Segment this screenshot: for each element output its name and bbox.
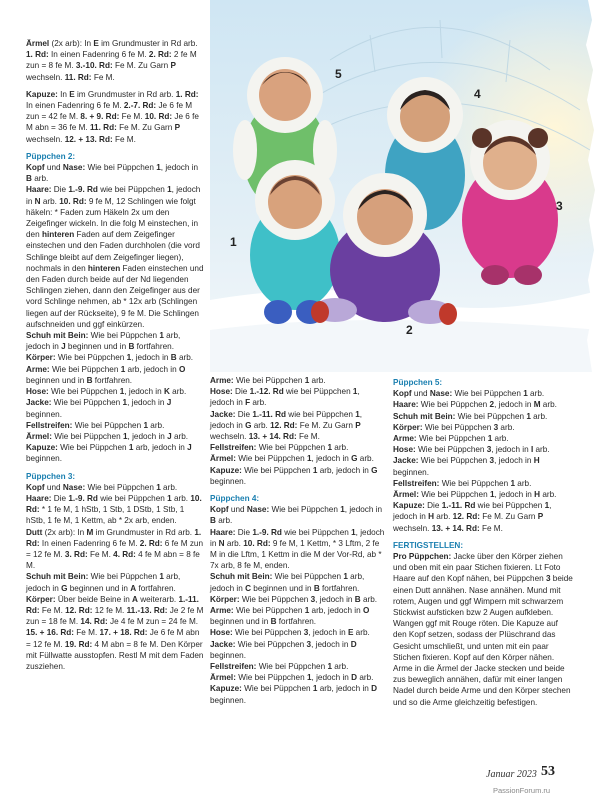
watermark: PassionForum.ru [493,786,551,795]
heading-doll-5: Püppchen 5: [393,378,443,387]
photo-label-5: 5 [335,67,342,81]
crochet-dolls-image [210,0,601,372]
section-doll-3: Kopf und Nase: Wie bei Püppchen 1 arb. Haare: Die 1.-9. Rd wie bei Püppchen 1 arb. 10. Rd: * 1 fe M, 1 hStb, 1 Stb, 1 DStb, 1 Stb, 1 hStb, 1 fe M, 1 Kettm, ab * 2x arb, enden. Dutt (2x arb): In M im Grundmuster in Rd arb. 1. Rd: In einen Fadenring 6 fe M. 2. Rd: 6 fe M zun = 12 fe M. 3. Rd: Fe M. 4. Rd: 4 fe M abn = 8 fe M. Schuh mit Bein: Wie bei Püppchen 1 arb, jedoch in G beginnen und in A fortfahren. Körper: Über beide Beine in A weiterarb. 1.-11. Rd: Fe M. 12. Rd: 12 fe M. 11.-13. Rd: Je 2 fe M zun = 18 fe M. 14. Rd: Je 4 fe M zun = 24 fe M. 15. + 16. Rd: Fe M. 17. + 18. Rd: Je 6 fe M abn = 12 fe M. 19. Rd: 4 M abn = 8 fe M. Den Körper mit Füllwatte ausstopfen. Restl M mit dem Faden zusziehen. [26,482,204,671]
photo-label-2: 2 [406,323,413,337]
paragraph-hood-1: Kapuze: In E im Grundmuster in Rd arb. 1. Rd: In einen Fadenring 6 fe M. 2.-7. Rd: Je 6 fe M zun = 42 fe M. 8. + 9. Rd: Fe M. 10. Rd: Je 6 fe M abn = 36 fe M. 11. Rd: Fe M. Zu Garn P wechseln. 12. + 13. Rd: Fe M. [26,89,199,144]
heading-doll-3: Püppchen 3: [26,471,76,481]
photo-label-1: 1 [230,235,237,249]
heading-finishing: FERTIGSTELLEN: [393,540,464,550]
photo-label-3: 3 [556,199,563,213]
paragraph-sleeves-1: Ärmel (2x arb): In E im Grundmuster in Rd arb. 1. Rd: In einen Fadenring 6 fe M. 2. Rd: 2 fe M zun = 8 fe M. 3.-10. Rd: Fe M. Zu Garn P wechseln. 11. Rd: Fe M. [26,39,198,82]
section-doll-2: Kopf und Nase: Wie bei Püppchen 1, jedoch in B arb. Haare: Die 1.-9. Rd wie bei Püppchen 1, jedoch in N arb. 10. Rd: 9 fe M, 12 Schlingen wie folgt häkeln: * Faden zum Häkeln 2x um den Zeigefinger wickeln. In die folg M einstechen, in den hinteren Faden auf dem Zeigefinger einstechen und den Faden durchholen (die vord Schlinge bleibt auf dem Zeigefinger liegen), nochmals in den hinteren Faden einstechen und den Faden durch beide auf der Nd liegenden Schlingen ziehen, dann den Zeigefinger aus der vord Schlinge nehmen, ab * 12x arb (Schlingen liegen auf der Rückseite), 9 fe M. Die Schlingen aufschneiden und ggf einkürzen. Schuh mit Bein: Wie bei Püppchen 1 arb, jedoch in J beginnen und in B fortfahren. Körper: Wie bei Püppchen 1, jedoch in B arb. Arme: Wie bei Püppchen 1 arb, jedoch in O beginnen und in B fortfahren. Hose: Wie bei Püppchen 1, jedoch in K arb. Jacke: Wie bei Püppchen 1, jedoch in J beginnen. Fellstreifen: Wie bei Püppchen 1 arb. Ärmel: Wie bei Püppchen 1, jedoch in J arb. Kapuze: Wie bei Püppchen 1 arb, jedoch in J beginnen. [26,163,204,464]
page-number: 53 [541,764,555,779]
footer-issue: Januar 2023 [486,769,537,780]
heading-doll-2: Püppchen 2: [26,151,76,161]
column-1 [26,38,204,672]
photo-label-4: 4 [474,87,481,101]
heading-doll-4: Püppchen 4: [210,494,260,504]
column-2: Arme: Wie bei Püppchen 1 arb. Hose: Die 1.-12. Rd wie bei Püppchen 1, jedoch in F arb. Jacke: Die 1.-11. Rd wie bei Püppchen 1, jedoch in G arb. 12. Rd: Fe M. Zu Garn P wechseln. 13. + 14. Rd: Fe M. Fellstreifen: Wie bei Püppchen 1 arb. Ärmel: Wie bei Püppchen 1, jedoch in G arb. Kapuze: Wie bei Püppchen 1 arb, jedoch in G beginnen. Püppchen 4: Kopf und Nase: Wie bei Püppchen 1, jedoch in B arb. Haare: Die 1.-9. Rd wie bei Püppchen 1, jedoch in N arb. 10. Rd: 9 fe M, 1 Kettm, * 3 Lftm, 2 fe M in die Lftm, 1 Kettm in die M der Vor-Rd, ab * 7x arb, 8 fe M, enden. Schuh mit Bein: Wie bei Püppchen 1 arb, jedoch in C beginnen und in B fortfahren. Körper: Wie bei Püppchen 3, jedoch in B arb. Arme: Wie bei Püppchen 1 arb, jedoch in O beginnen und in B fortfahren. Hose: Wie bei Püppchen 3, jedoch in E arb. Jacke: Wie bei Püppchen 3, jedoch in D beginnen. Fellstreifen: Wie bei Püppchen 1 arb. Ärmel: Wie bei Püppchen 1, jedoch in D arb. Kapuze: Wie bei Püppchen 1 arb, jedoch in D beginnen. [210,376,385,705]
dolls-photo [210,0,601,372]
column-3: Püppchen 5: Kopf und Nase: Wie bei Püppchen 1 arb. Haare: Wie bei Püppchen 2, jedoch in M arb. Schuh mit Bein: Wie bei Püppchen 1 arb. Körper: Wie bei Püppchen 3 arb. Arme: Wie bei Püppchen 1 arb. Hose: Wie bei Püppchen 3, jedoch in I arb. Jacke: Wie bei Püppchen 3, jedoch in H beginnen. Fellstreifen: Wie bei Püppchen 1 arb. Ärmel: Wie bei Püppchen 1, jedoch in H arb. Kapuze: Die 1.-11. Rd wie bei Püppchen 1, jedoch in H arb. 12. Rd: Fe M. Zu Garn P wechseln. 13. + 14. Rd: Fe M. FERTIGSTELLEN: Pro Püppchen: Jacke über den Körper ziehen und oben mit ein paar Stichen fixieren. Lt Foto Haare auf den Kopf nähen, bei Püppchen 3 beide einen Dutt annähen. Nase annähen. Mund mit rotem, Augen und ggf Wimpern mit schwarzem Stickwist aufsticken bzw 2 Augen aufkleben. Wangen ggf mit Rouge röten. Die Kapuze auf den Kopf setzen, sodass der Plüschrand das Gesicht umschließt, und unten mit ein paar Stichen fixieren. Kopf auf den Körper nähen. Arme in die Ärmel der Jacke stecken und beide zus beweglich annähen, dafür mit einer langen Nadel durch beide Arme und den Körper stechen und so die Arme gleichzeitig befestigen. [393,378,573,707]
doll-3 [462,120,558,285]
